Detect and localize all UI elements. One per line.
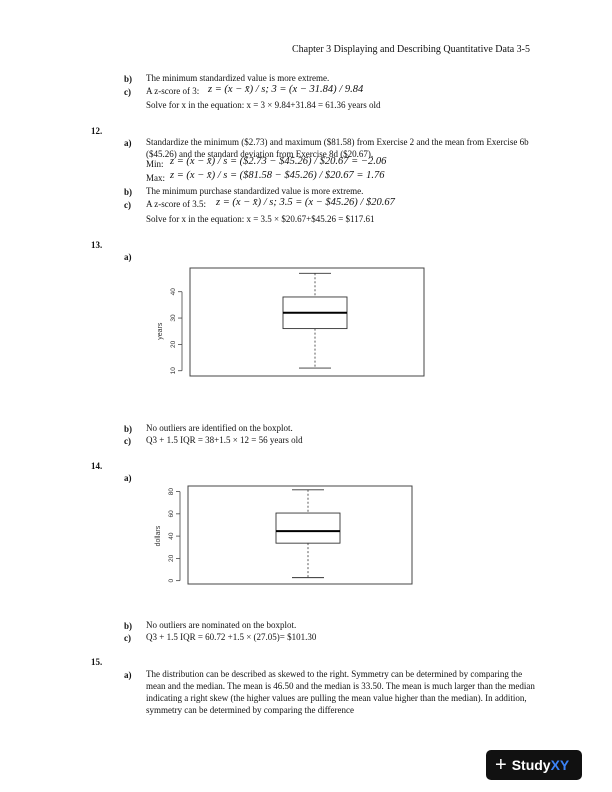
p13-a-label: a) (124, 252, 132, 262)
p15-a-label: a) (124, 670, 132, 680)
boxplot-dollars-tick-label-20: 20 (168, 554, 175, 563)
p14-b-text: No outliers are nominated on the boxplot. (146, 620, 297, 630)
p11-c-text: A z-score of 3: (146, 86, 200, 96)
problem-12-number: 12. (91, 126, 103, 136)
p12-c-text: A z-score of 3.5: (146, 199, 206, 209)
boxplot-years (150, 262, 430, 382)
p14-b-label: b) (124, 621, 133, 631)
boxplot-years-ylabel: years (157, 322, 164, 340)
boxplot-years-tick-label-20: 20 (170, 340, 177, 349)
boxplot-dollars-tick-label-80: 80 (168, 487, 175, 496)
p12-b-text: The minimum purchase standardized value is more extreme. (146, 186, 364, 196)
p14-c-text: Q3 + 1.5 IQR = 60.72 +1.5 × (27.05)= $101.30 (146, 632, 317, 642)
p12-c-equation: z = (x − x̄) / s; 3.5 = (x − $45.26) / $20.67 (216, 197, 395, 208)
p13-b-label: b) (124, 424, 133, 434)
logo-study-text: Study (511, 757, 551, 773)
studyxy-logo[interactable] (486, 750, 582, 780)
p13-c-text: Q3 + 1.5 IQR = 38+1.5 × 12 = 56 years old (146, 435, 303, 445)
logo-xy-text: XY (550, 757, 570, 773)
boxplot-dollars (148, 480, 418, 590)
p12-min-label: Min: (146, 159, 164, 169)
p12-max-label: Max: (146, 173, 165, 183)
p14-a-label: a) (124, 473, 132, 483)
problem-15-number: 15. (91, 657, 103, 667)
p11-c-equation: z = (x − x̄) / s; 3 = (x − 31.84) / 9.84 (208, 84, 364, 95)
p11-b-text: The minimum standardized value is more extreme. (146, 73, 330, 83)
plus-icon: + (495, 754, 507, 776)
p13-c-label: c) (124, 436, 131, 446)
boxplot-dollars-tick-label-40: 40 (168, 532, 175, 540)
page-header: Chapter 3 Displaying and Describing Quantitative Data 3-5 (292, 44, 530, 55)
p12-a-label: a) (124, 138, 132, 148)
p11-c-solve: Solve for x in the equation: x = 3 × 9.84+31.84 = 61.36 years old (146, 100, 381, 110)
p14-c-label: c) (124, 633, 131, 643)
p11-b-label: b) (124, 74, 133, 84)
p12-max-equation: z = (x − x̄) / s = ($81.58 − $45.26) / $20.67 = 1.76 (170, 170, 385, 181)
p12-a-text: Standardize the minimum ($2.73) and maximum ($81.58) from Exercise 2 and the mean from Exercise 6b ($45.26) and the standard deviation from Exercise 8d ($20.67). (146, 137, 529, 159)
problem-14-number: 14. (91, 461, 103, 471)
p15-a-text: The distribution can be described as skewed to the right. Symmetry can be determined by comparing the mean and the median. The mean is 46.50 and the median is 33.50. The mean is much larger than the median indicating a right skew (the higher values are pulling the mean value higher than the median). In addition, symmetry can be determined by comparing the difference (146, 669, 535, 715)
boxplot-years-tick-label-10: 10 (170, 367, 177, 375)
p12-c-solve: Solve for x in the equation: x = 3.5 × $20.67+$45.26 = $117.61 (146, 214, 375, 224)
boxplot-dollars-tick-label-0: 0 (168, 578, 175, 583)
p13-b-text: No outliers are identified on the boxplot. (146, 423, 293, 433)
p12-c-label: c) (124, 200, 131, 210)
boxplot-dollars-box (276, 513, 340, 543)
boxplot-years-tick-label-40: 40 (170, 288, 177, 296)
problem-13-number: 13. (91, 240, 103, 250)
boxplot-years-tick-label-30: 30 (170, 314, 177, 322)
p11-c-label: c) (124, 87, 131, 97)
boxplot-dollars-ylabel: dollars (155, 525, 162, 547)
p12-b-label: b) (124, 187, 133, 197)
boxplot-dollars-tick-label-60: 60 (168, 510, 175, 518)
p12-min-equation: z = (x − x̄) / s = ($2.73 − $45.26) / $20.67 = −2.06 (170, 156, 387, 167)
